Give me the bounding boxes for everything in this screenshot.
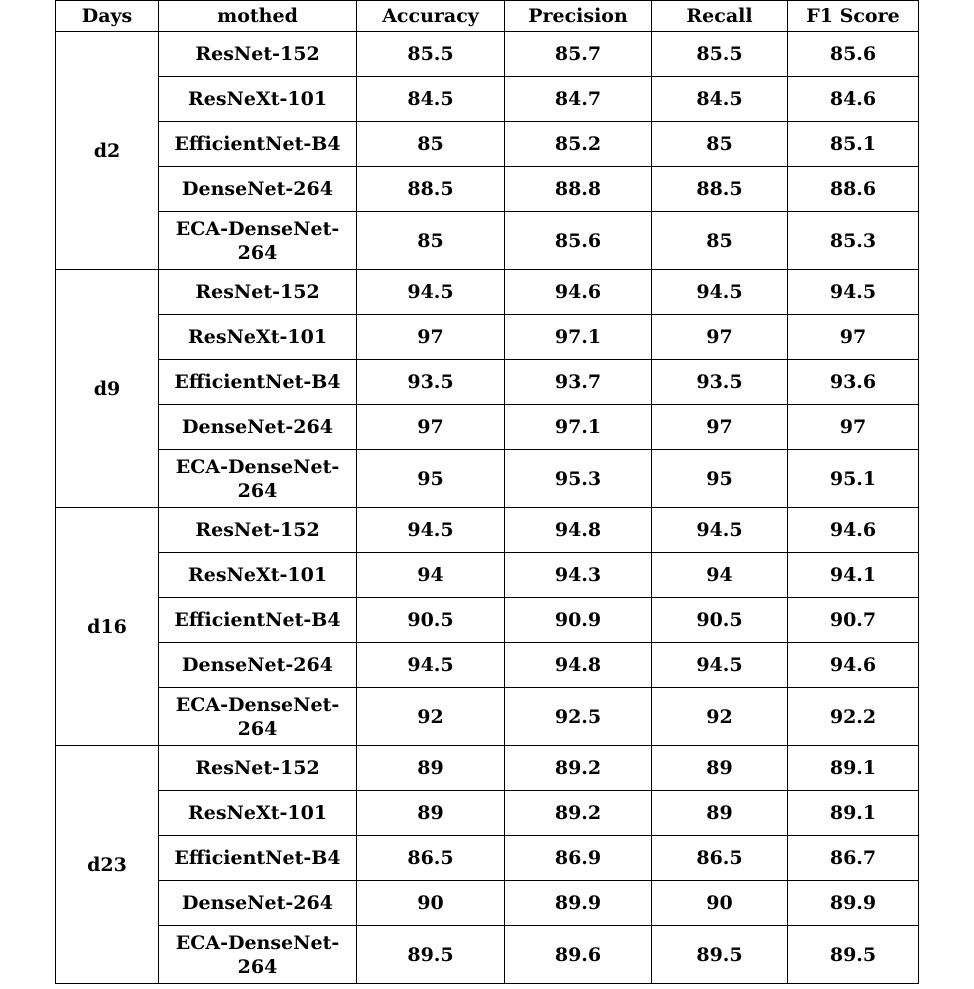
table-row: [56, 270, 919, 315]
table-row: [56, 212, 919, 270]
precision-cell: 97.1: [505, 315, 652, 360]
table-row: [56, 926, 919, 984]
f1-score-cell: 85.3: [788, 212, 919, 270]
recall-cell: 92: [652, 688, 788, 746]
accuracy-cell: 88.5: [357, 167, 505, 212]
accuracy-cell: 84.5: [357, 77, 505, 122]
precision-cell: 94.6: [505, 270, 652, 315]
table-row: [56, 508, 919, 553]
precision-cell: 94.8: [505, 643, 652, 688]
recall-cell: 89: [652, 746, 788, 791]
recall-cell: 94: [652, 553, 788, 598]
precision-cell: 85.7: [505, 32, 652, 77]
precision-cell: 89.9: [505, 881, 652, 926]
table-row: [56, 122, 919, 167]
table-row: [56, 746, 919, 791]
table-row: [56, 77, 919, 122]
accuracy-cell: 94.5: [357, 270, 505, 315]
method-cell: DenseNet-264: [159, 405, 357, 450]
recall-cell: 93.5: [652, 360, 788, 405]
accuracy-cell: 92: [357, 688, 505, 746]
f1-score-cell: 85.1: [788, 122, 919, 167]
table-row: [56, 553, 919, 598]
f1-score-cell: 90.7: [788, 598, 919, 643]
header-row: [56, 1, 919, 32]
results-table: [55, 0, 919, 984]
f1-score-cell: 95.1: [788, 450, 919, 508]
f1-score-cell: 89.1: [788, 791, 919, 836]
header-precision: Precision: [505, 1, 652, 32]
table-row: [56, 315, 919, 360]
recall-cell: 94.5: [652, 643, 788, 688]
recall-cell: 97: [652, 315, 788, 360]
header-f1-score: F1 Score: [788, 1, 919, 32]
header-accuracy: Accuracy: [357, 1, 505, 32]
precision-cell: 94.3: [505, 553, 652, 598]
f1-score-cell: 84.6: [788, 77, 919, 122]
precision-cell: 93.7: [505, 360, 652, 405]
accuracy-cell: 85: [357, 212, 505, 270]
precision-cell: 89.2: [505, 791, 652, 836]
recall-cell: 85: [652, 212, 788, 270]
accuracy-cell: 86.5: [357, 836, 505, 881]
precision-cell: 84.7: [505, 77, 652, 122]
accuracy-cell: 97: [357, 405, 505, 450]
f1-score-cell: 86.7: [788, 836, 919, 881]
method-cell: EfficientNet-B4: [159, 360, 357, 405]
f1-score-cell: 94.1: [788, 553, 919, 598]
method-cell: DenseNet-264: [159, 881, 357, 926]
f1-score-cell: 92.2: [788, 688, 919, 746]
accuracy-cell: 90.5: [357, 598, 505, 643]
accuracy-cell: 95: [357, 450, 505, 508]
recall-cell: 89.5: [652, 926, 788, 984]
method-cell: ResNet-152: [159, 32, 357, 77]
precision-cell: 89.6: [505, 926, 652, 984]
method-cell: ResNeXt-101: [159, 77, 357, 122]
method-cell: ResNet-152: [159, 746, 357, 791]
accuracy-cell: 89.5: [357, 926, 505, 984]
recall-cell: 94.5: [652, 270, 788, 315]
precision-cell: 97.1: [505, 405, 652, 450]
method-cell: ResNet-152: [159, 270, 357, 315]
precision-cell: 90.9: [505, 598, 652, 643]
recall-cell: 88.5: [652, 167, 788, 212]
recall-cell: 86.5: [652, 836, 788, 881]
precision-cell: 85.6: [505, 212, 652, 270]
method-cell: ResNet-152: [159, 508, 357, 553]
table-row: [56, 405, 919, 450]
recall-cell: 90.5: [652, 598, 788, 643]
table-row: [56, 791, 919, 836]
method-cell: ResNeXt-101: [159, 315, 357, 360]
table-body: [56, 32, 919, 984]
table-row: [56, 688, 919, 746]
recall-cell: 95: [652, 450, 788, 508]
method-cell: ECA-DenseNet-264: [159, 450, 357, 508]
accuracy-cell: 85: [357, 122, 505, 167]
day-cell: d16: [56, 508, 159, 746]
day-cell: d2: [56, 32, 159, 270]
f1-score-cell: 97: [788, 315, 919, 360]
recall-cell: 85.5: [652, 32, 788, 77]
f1-score-cell: 94.6: [788, 643, 919, 688]
accuracy-cell: 94.5: [357, 643, 505, 688]
method-cell: DenseNet-264: [159, 167, 357, 212]
accuracy-cell: 94: [357, 553, 505, 598]
f1-score-cell: 88.6: [788, 167, 919, 212]
accuracy-cell: 97: [357, 315, 505, 360]
f1-score-cell: 93.6: [788, 360, 919, 405]
method-cell: ECA-DenseNet-264: [159, 688, 357, 746]
day-cell: d23: [56, 746, 159, 984]
method-cell: EfficientNet-B4: [159, 598, 357, 643]
header-recall: Recall: [652, 1, 788, 32]
recall-cell: 84.5: [652, 77, 788, 122]
f1-score-cell: 94.6: [788, 508, 919, 553]
recall-cell: 97: [652, 405, 788, 450]
accuracy-cell: 90: [357, 881, 505, 926]
precision-cell: 86.9: [505, 836, 652, 881]
accuracy-cell: 89: [357, 746, 505, 791]
table-header: [56, 1, 919, 32]
recall-cell: 94.5: [652, 508, 788, 553]
f1-score-cell: 89.5: [788, 926, 919, 984]
header-days: Days: [56, 1, 159, 32]
recall-cell: 89: [652, 791, 788, 836]
precision-cell: 94.8: [505, 508, 652, 553]
method-cell: EfficientNet-B4: [159, 836, 357, 881]
precision-cell: 85.2: [505, 122, 652, 167]
table-row: [56, 32, 919, 77]
table-row: [56, 881, 919, 926]
method-cell: DenseNet-264: [159, 643, 357, 688]
f1-score-cell: 94.5: [788, 270, 919, 315]
recall-cell: 85: [652, 122, 788, 167]
precision-cell: 95.3: [505, 450, 652, 508]
table-row: [56, 836, 919, 881]
method-cell: ResNeXt-101: [159, 553, 357, 598]
precision-cell: 88.8: [505, 167, 652, 212]
accuracy-cell: 93.5: [357, 360, 505, 405]
f1-score-cell: 89.9: [788, 881, 919, 926]
table-row: [56, 167, 919, 212]
accuracy-cell: 85.5: [357, 32, 505, 77]
method-cell: ResNeXt-101: [159, 791, 357, 836]
method-cell: ECA-DenseNet-264: [159, 926, 357, 984]
recall-cell: 90: [652, 881, 788, 926]
method-cell: EfficientNet-B4: [159, 122, 357, 167]
day-cell: d9: [56, 270, 159, 508]
accuracy-cell: 94.5: [357, 508, 505, 553]
f1-score-cell: 97: [788, 405, 919, 450]
f1-score-cell: 89.1: [788, 746, 919, 791]
table-row: [56, 598, 919, 643]
table-row: [56, 450, 919, 508]
precision-cell: 92.5: [505, 688, 652, 746]
precision-cell: 89.2: [505, 746, 652, 791]
accuracy-cell: 89: [357, 791, 505, 836]
method-cell: ECA-DenseNet-264: [159, 212, 357, 270]
table-row: [56, 643, 919, 688]
header-method: mothed: [159, 1, 357, 32]
f1-score-cell: 85.6: [788, 32, 919, 77]
table-row: [56, 360, 919, 405]
